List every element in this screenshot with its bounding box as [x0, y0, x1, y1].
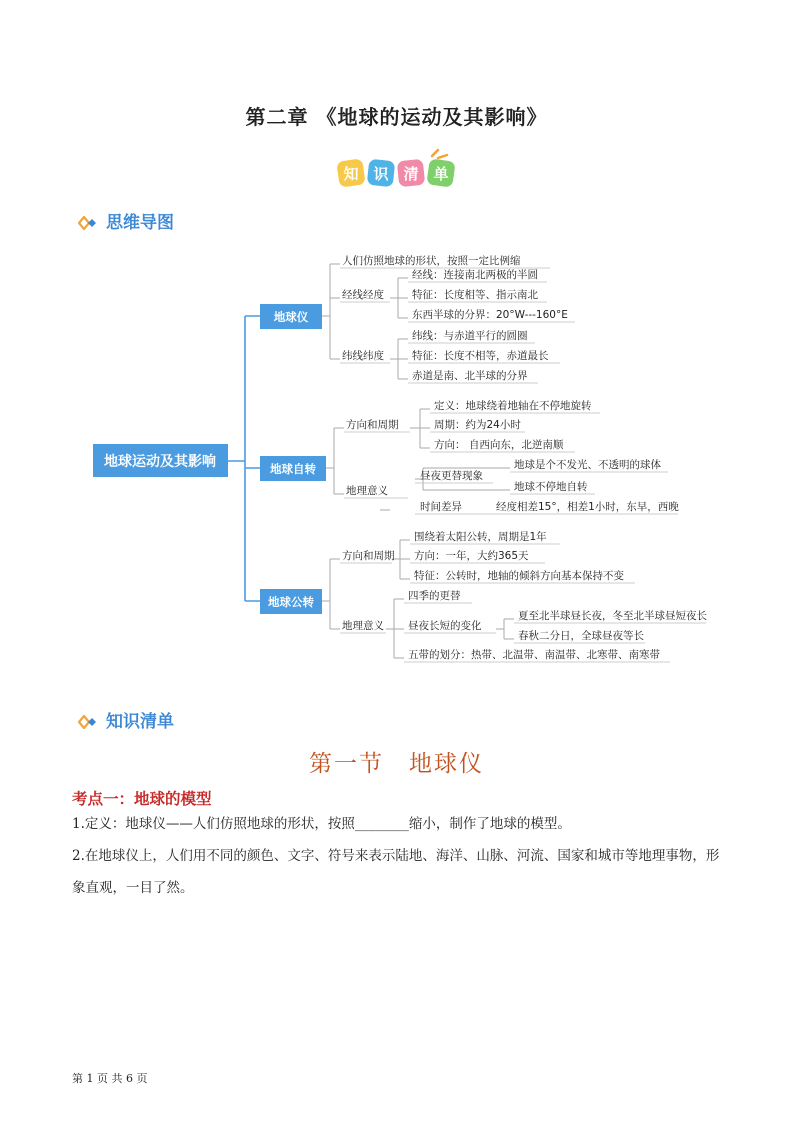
globe-definition: 人们仿照地球的形状，按照一定比例缩: [342, 255, 521, 267]
mindmap-root: [93, 444, 228, 477]
svg-text:单: 单: [433, 165, 449, 183]
meridian-item-2: 特征：长度相等、指示南北: [412, 289, 538, 301]
key-point-title: 考点一：地球的模型: [72, 790, 212, 808]
diamond-icon: [78, 216, 100, 230]
diamond-icon: [78, 715, 100, 729]
revolution-direction-topic: 方向和周期: [342, 550, 395, 562]
five-zones-item: 五带的划分：热带、北温带、南温带、北寒带、南寒带: [408, 649, 660, 661]
time-difference-item: 经度相差15°，相差1小时，东早，西晚: [496, 501, 679, 513]
rotation-item-3: 方向： 自西向东，北逆南顺: [434, 439, 564, 451]
revolution-significance-topic: 地理意义: [342, 620, 384, 632]
svg-text:清: 清: [403, 165, 419, 183]
paragraph-1: 1.定义：地球仪——人们仿照地球的形状，按照________缩小，制作了地球的模型。: [72, 816, 571, 832]
meridian-item-3: 东西半球的分界：20°W---160°E: [412, 309, 568, 321]
parallel-item-1: 纬线：与赤道平行的圆圈: [412, 330, 528, 342]
day-length-item-1: 夏至北半球昼长夜，冬至北半球昼短夜长: [518, 610, 707, 622]
node-globe: [260, 304, 322, 329]
document-title: 第二章 《地球的运动及其影响》: [245, 105, 548, 129]
day-night-item-2: 地球不停地自转: [514, 481, 588, 493]
svg-text:地球自转: 地球自转: [270, 462, 316, 476]
globe-parallel-topic: 纬线纬度: [342, 350, 384, 362]
rotation-item-1: 定义：地球绕着地轴在不停地旋转: [434, 400, 592, 412]
seasons-item: 四季的更替: [408, 590, 461, 602]
day-length-item-2: 春秋二分日，全球昼夜等长: [518, 630, 644, 642]
meridian-item-1: 经线：连接南北两极的半圆: [412, 269, 538, 281]
mind-map: [90, 246, 710, 676]
mindmap-heading: 思维导图: [78, 208, 174, 233]
section-title: 第一节 地球仪: [309, 751, 484, 777]
paragraph-2: 2.在地球仪上，人们用不同的颜色、文字、符号来表示陆地、海洋、山脉、河流、国家和城市等地理事物，形象直观，一目了然。: [72, 848, 720, 896]
day-length-topic: 昼夜长短的变化: [408, 620, 482, 632]
page-footer: 第 1 页 共 6 页: [72, 1072, 148, 1085]
day-night-topic: 昼夜更替现象: [420, 470, 483, 482]
svg-text:识: 识: [373, 165, 389, 183]
rotation-direction-topic: 方向和周期: [346, 419, 399, 431]
rotation-item-2: 周期：约为24小时: [434, 419, 521, 431]
revolution-item-2: 方向：一年，大约365天: [414, 550, 529, 562]
globe-meridian-topic: 经线经度: [342, 289, 384, 301]
parallel-item-3: 赤道是南、北半球的分界: [412, 370, 528, 382]
badge-tile-1: [336, 158, 365, 187]
node-rotation: [260, 456, 326, 481]
rotation-significance-topic: 地理意义: [346, 485, 388, 497]
svg-text:地球仪: 地球仪: [273, 310, 309, 324]
svg-text:地球运动及其影响: 地球运动及其影响: [104, 454, 216, 470]
revolution-item-1: 围绕着太阳公转，周期是1年: [414, 531, 547, 543]
knowledge-checklist-badge: [334, 148, 464, 192]
svg-text:知: 知: [343, 165, 359, 183]
revolution-item-3: 特征：公转时，地轴的倾斜方向基本保持不变: [414, 570, 624, 582]
time-difference-topic: 时间差异: [420, 501, 462, 513]
day-night-item-1: 地球是个不发光、不透明的球体: [514, 459, 661, 471]
badge-tile-3: [397, 159, 426, 188]
checklist-heading: 知识清单: [78, 707, 174, 732]
badge-tile-2: [367, 159, 396, 188]
svg-text:地球公转: 地球公转: [268, 595, 314, 609]
node-revolution: [260, 589, 322, 614]
parallel-item-2: 特征：长度不相等，赤道最长: [412, 350, 549, 362]
badge-tile-4: [426, 158, 455, 187]
